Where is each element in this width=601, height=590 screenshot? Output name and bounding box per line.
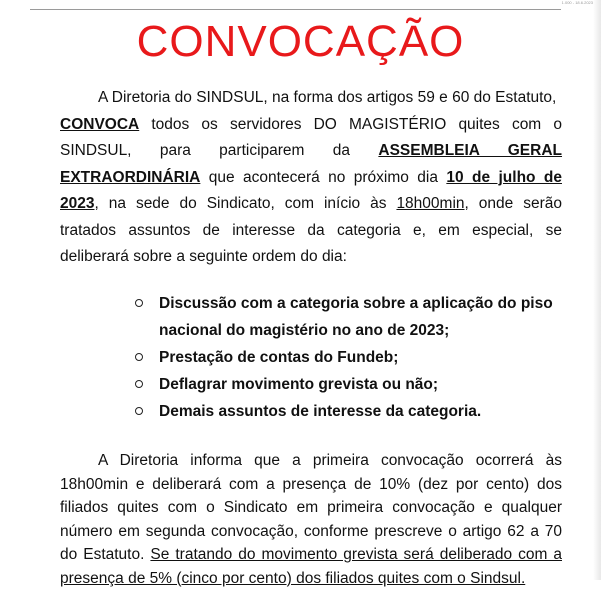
circle-bullet-icon [135, 299, 143, 307]
paragraph-convocation [60, 85, 562, 271]
paragraph-information [60, 449, 562, 590]
circle-bullet-icon [135, 380, 143, 388]
paragraph1-text-5: , onde serão tratados assuntos de interesse da categoria e, em especial, se deliberará sobre a seguinte ordem do dia: [60, 195, 562, 265]
agenda-list [135, 290, 575, 425]
paragraph2-text: A Diretoria informa que a primeira convocação ocorrerá às 18h00min e deliberará com a presença de 10% (dez por cento) dos filiados quites com o Sindicato em primeira convocação e qualquer número em segunda convocação, conforme prescreve o artigo 62 a 70 do Estatuto. [60, 452, 562, 563]
agenda-item-text: Prestação de contas do Fundeb; [159, 349, 399, 366]
paragraph1-text-1: A Diretoria do SINDSUL, na forma dos artigos 59 e 60 do Estatuto, [98, 89, 557, 106]
page-title: CONVOCAÇÃO [136, 17, 465, 66]
agenda-item-text: Demais assuntos de interesse da categoria. [159, 403, 482, 420]
assembleia-name: ASSEMBLEIA GERAL EXTRAORDINÁRIA [60, 142, 563, 186]
paragraph1-text-3: que acontecerá no próximo dia [200, 168, 447, 186]
agenda-item [135, 290, 575, 344]
header-small-text: 1.000 - 18.6.2023 [561, 0, 593, 5]
agenda-item-text: Discussão com a categoria sobre a aplicação do piso nacional do magistério no ano de 2023; [159, 295, 553, 339]
agenda-item [135, 371, 575, 398]
assembly-time: 18h00min [396, 195, 465, 212]
agenda-item [135, 344, 575, 371]
strike-quorum-note: Se tratando do movimento grevista será deliberado com a presença de 5% (cinco por cento) dos filiados quites com o Sindsul. [60, 546, 562, 587]
convoca-word: CONVOCA [60, 115, 140, 133]
page-edge-shadow [593, 0, 601, 580]
circle-bullet-icon [135, 407, 143, 415]
assembly-date: 10 de julho de 2023 [60, 168, 562, 212]
paragraph1-text-4: , na sede do Sindicato, com início às [94, 195, 397, 212]
paragraph1-text-2: todos os servidores DO MAGISTÉRIO quites com o SINDSUL, para participarem da [60, 115, 562, 159]
agenda-item-text: Deflagrar movimento grevista ou não; [159, 376, 439, 393]
top-rule [30, 9, 561, 10]
agenda-item [135, 398, 575, 425]
circle-bullet-icon [135, 353, 143, 361]
